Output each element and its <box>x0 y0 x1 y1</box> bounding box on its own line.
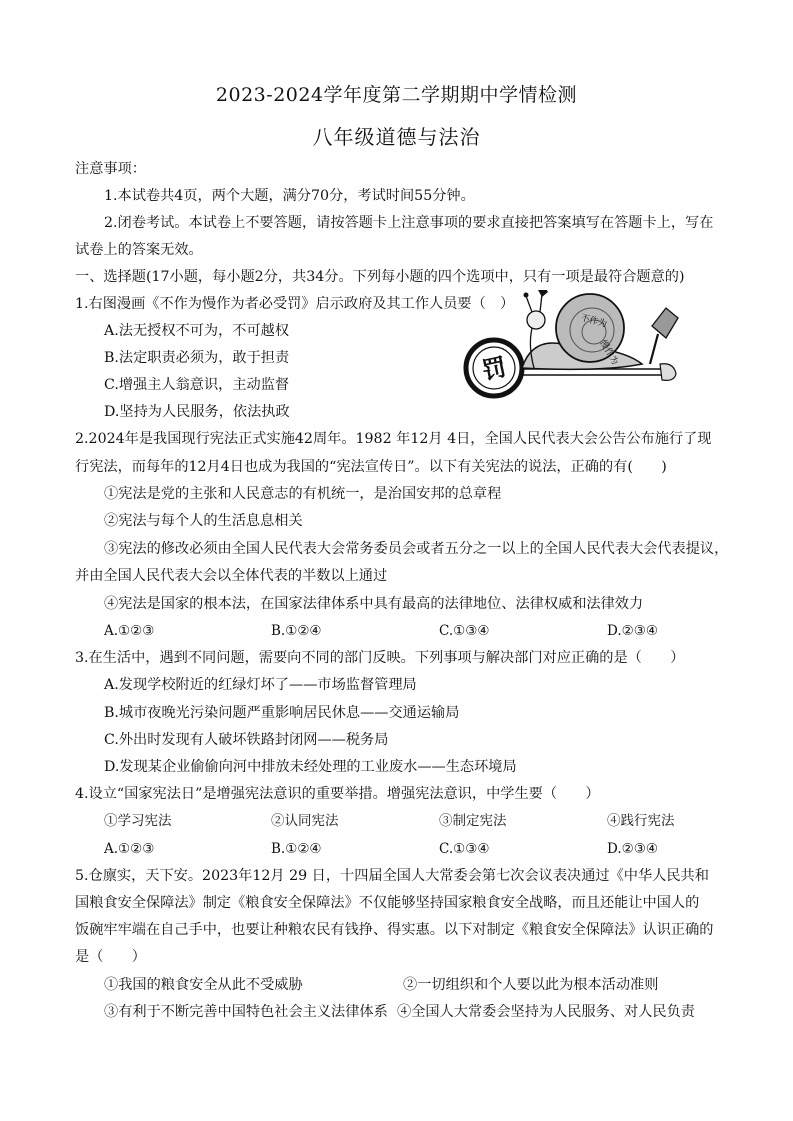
q2-stem-line-1: 2.2024年是我国现行宪法正式实施42周年。1982 年12月 4日，全国人民代表大会公告公布施行了现 <box>75 431 712 447</box>
snail-shell-text-2: 慢作为 <box>597 338 620 367</box>
q2-statement-3-line-1: ③宪法的修改必须由全国人民代表大会常务委员会或者五分之一以上的全国人民代表大会代表提议， <box>104 541 729 557</box>
heart-icon <box>538 290 548 297</box>
q4-option-b: B.①②④ <box>271 841 322 857</box>
q5-statement-2: ②一切组织和个人要以此为根本活动准则 <box>403 977 659 993</box>
q2-stem-line-2: 行宪法，而每年的12月4日也成为我国的“宪法宣传日”。以下有关宪法的说法，正确的有( ) <box>75 459 667 475</box>
q5-stem-line-2: 国粮食安全保障法》制定《粮食安全保障法》不仅能够坚持国家粮食安全战略，而且还能让中国人的 <box>75 895 700 911</box>
q2-option-c: C.①③④ <box>439 623 490 639</box>
q4-statement-1: ①学习宪法 <box>104 813 172 829</box>
exam-title: 2023-2024学年度第二学期期中学情检测 <box>215 84 578 106</box>
q3-option-c: C.外出时发现有人破坏铁路封闭网——税务局 <box>104 732 389 748</box>
q2-statement-1: ①宪法是党的主张和人民意志的有机统一，是治国安邦的总章程 <box>104 486 502 502</box>
snail-head <box>527 311 545 329</box>
q4-option-c: C.①③④ <box>439 841 490 857</box>
q4-statement-2: ②认同宪法 <box>271 813 339 829</box>
q5-statement-1: ①我国的粮食安全从此不受威胁 <box>104 977 303 993</box>
q4-statement-3: ③制定宪法 <box>439 813 507 829</box>
q4-stem: 4.设立“国家宪法日”是增强宪法意识的重要举措。增强宪法意识，中学生要（ ） <box>75 786 600 802</box>
q5-statement-4: ④全国人大常委会坚持为人民服务、对人民负责 <box>397 1004 695 1020</box>
q1-option-a: A.法无授权不可为，不可越权 <box>104 323 290 339</box>
q5-stem-line-3: 饭碗牢牢端在自己手中，也要让种粮农民有钱挣、得实惠。以下对制定《粮食安全保障法》认识正确的 <box>75 922 714 938</box>
notice-item-1: 1.本试卷共4页，两个大题，满分70分，考试时间55分钟。 <box>104 188 475 204</box>
notice-item-2-line-1: 2.闭卷考试。本试卷上不要答题，请按答题卡上注意事项的要求直接把答案填写在答题卡上，写在 <box>104 215 714 231</box>
cartoon-image <box>462 290 687 400</box>
q3-option-d: D.发现某企业偷偷向河中排放未经处理的工业废水——生态环境局 <box>104 759 517 775</box>
q1-option-c: C.增强主人翁意识，主动监督 <box>104 377 290 393</box>
q1-option-b: B.法定职责必须为，敢于担责 <box>104 350 290 366</box>
q2-option-d: D.②③④ <box>607 623 658 639</box>
q5-stem-line-1: 5.仓廪实，天下安。2023年12月 29 日，十四届全国人大常委会第七次会议表决通过《中华人民共和 <box>75 868 709 884</box>
q5-stem-line-4: 是（ ） <box>75 949 146 965</box>
q2-statement-4: ④宪法是国家的根本法，在国家法律体系中具有最高的法律地位、法律权威和法律效力 <box>104 596 644 612</box>
q3-stem: 3.在生活中，遇到不同问题，需要向不同的部门反映。下列事项与解决部门对应正确的是（ ） <box>75 650 685 666</box>
magnifier-handle <box>514 369 664 375</box>
magnifier-text: 罚 <box>479 352 509 386</box>
q2-statement-2: ②宪法与每个人的生活息息相关 <box>104 513 303 529</box>
q2-option-a: A.①②③ <box>104 623 155 639</box>
section-heading: 一、选择题(17小题，每小题2分，共34分。下列每小题的四个选项中，只有一项是最符合题意的) <box>75 269 685 285</box>
hand-icon <box>660 364 676 381</box>
q1-option-d: D.坚持为人民服务，依法执政 <box>104 404 290 420</box>
q2-option-b: B.①②④ <box>271 623 322 639</box>
q4-option-d: D.②③④ <box>607 841 658 857</box>
q4-option-a: A.①②③ <box>104 841 155 857</box>
q5-statement-3: ③有利于不断完善中国特色社会主义法律体系 <box>104 1004 388 1020</box>
notice-item-2-line-2: 试卷上的答案无效。 <box>75 242 203 258</box>
notice-heading: 注意事项： <box>75 161 146 177</box>
exam-subtitle: 八年级道德与法治 <box>312 125 481 149</box>
q3-option-a: A.发现学校附近的红绿灯坏了——市场监督管理局 <box>104 677 417 693</box>
q4-statement-4: ④践行宪法 <box>607 813 675 829</box>
q1-stem: 1.右图漫画《不作为慢作为者必受罚》启示政府及其工作人员要（ ） <box>75 296 515 312</box>
q3-option-b: B.城市夜晚光污染问题严重影响居民休息——交通运输局 <box>104 705 460 721</box>
snail-shell-text: 不作为 <box>579 313 608 330</box>
q2-statement-3-line-2: 并由全国人民代表大会以全体代表的半数以上通过 <box>75 568 388 584</box>
knife-icon <box>652 308 678 338</box>
